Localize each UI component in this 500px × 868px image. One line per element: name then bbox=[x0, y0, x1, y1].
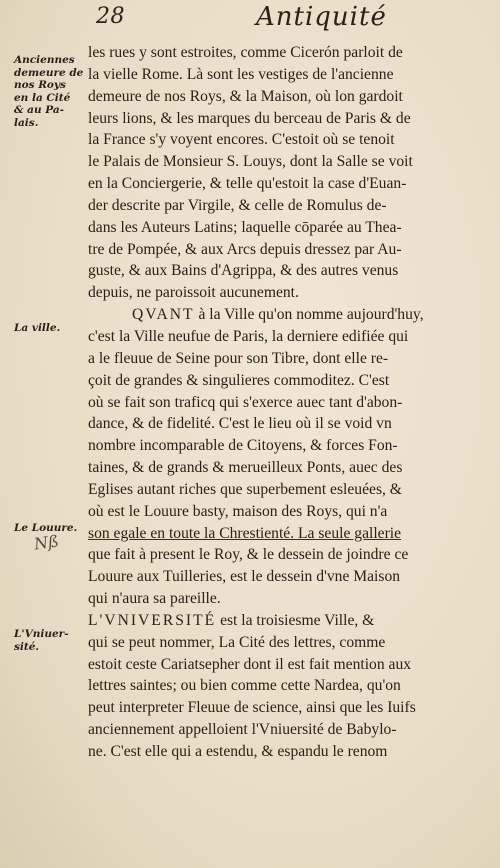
text-line: que fait à present le Roy, & le dessein de joindre ce bbox=[88, 546, 409, 564]
text-line: anciennement appelloient l'Vniuersité de Babylo- bbox=[88, 721, 397, 739]
text-line: depuis, ne paroissoit aucunement. bbox=[88, 284, 299, 302]
text-line: estoit ceste Cariatsepher dont il est fait mention aux bbox=[88, 655, 412, 673]
margin-note-le-louure: Le Louure. bbox=[14, 522, 78, 534]
margin-note-anciennes-demeure: Anciennes demeure de nos Roys en la Cité & au Pa- lais. bbox=[14, 54, 84, 129]
text-line: çoit de grandes & singulieres commoditez. C'est bbox=[88, 371, 390, 389]
text-line: nombre incomparable de Citoyens, & forces Fon- bbox=[88, 437, 398, 455]
text-line: qui n'aura sa pareille. bbox=[88, 590, 221, 608]
text-line: a le fleuue de Seine pour son Tibre, dont elle re- bbox=[88, 349, 389, 367]
text-line: taines, & de grands & merueilleux Ponts, auec des bbox=[88, 459, 403, 477]
text-line: dance, & de fidelité. C'est le lieu où il se void vn bbox=[88, 415, 392, 433]
text-line: lettres saintes; ou bien comme cette Nardea, qu'on bbox=[88, 677, 401, 695]
text-line: à la Ville qu'on nomme aujourd'huy, bbox=[198, 306, 424, 324]
margin-note-la-ville: La ville. bbox=[14, 322, 61, 334]
text-line: tre de Pompée, & aux Arcs depuis dressez par Au- bbox=[88, 240, 402, 258]
text-line: Eglises autant riches que superbement esleuées, & bbox=[88, 480, 402, 498]
text-line: guste, & aux Bains d'Agrippa, & des autres venus bbox=[88, 262, 399, 280]
text-line: der descrite par Virgile, & celle de Romulus de- bbox=[88, 196, 387, 214]
page-header bbox=[0, 4, 500, 38]
body-text bbox=[88, 42, 488, 763]
text-line: la vielle Rome. Là sont les vestiges de l'ancienne bbox=[88, 65, 394, 83]
text-line-underlined: son egale en toute la Chrestienté. La seule gallerie bbox=[88, 524, 402, 542]
text-line: où est le Louure basty, maison des Roys, qui n'a bbox=[88, 502, 388, 520]
running-title: Antiquité bbox=[256, 2, 387, 32]
text-line: est la troisiesme Ville, & bbox=[220, 611, 375, 629]
paragraph-lead-word: L'VNIVERSITÉ bbox=[88, 611, 217, 629]
text-line: en la Conciergerie, & telle qu'estoit la case d'Euan- bbox=[88, 175, 407, 193]
text-line: la France s'y voyent encores. C'estoit où se tenoit bbox=[88, 131, 395, 149]
text-line: le Palais de Monsieur S. Louys, dont la Salle se voit bbox=[88, 153, 413, 171]
text-line: c'est la Ville neufue de Paris, la derniere edifiée qui bbox=[88, 327, 409, 345]
text-line: demeure de nos Roys, & la Maison, où lon gardoit bbox=[88, 87, 403, 105]
page-number: 28 bbox=[96, 4, 125, 29]
paragraph-first-line bbox=[88, 304, 488, 326]
text-line: leurs lions, & les marques du berceau de Paris & de bbox=[88, 109, 411, 127]
text-line: les rues y sont estroites, comme Cicerón parloit de bbox=[88, 44, 403, 61]
paragraph-lead-word: QVANT bbox=[132, 306, 195, 324]
text-line: où se fait son traficq qui s'exerce auec tant d'abon- bbox=[88, 393, 403, 411]
text-line: Louure aux Tuilleries, est le dessein d'vne Maison bbox=[88, 568, 401, 586]
margin-note-universite: L'Vniuer- sité. bbox=[14, 628, 69, 653]
text-line: dans les Auteurs Latins; laquelle cōparée au Thea- bbox=[88, 218, 402, 236]
text-line: peut interpreter Fleuue de science, ainsi que les Iuifs bbox=[88, 699, 416, 717]
paragraph-first-line bbox=[88, 610, 488, 632]
handwritten-mark: Nß bbox=[32, 531, 60, 554]
text-line: qui se peut nommer, La Cité des lettres, comme bbox=[88, 633, 386, 651]
text-line: ne. C'est elle qui a estendu, & espandu le renom bbox=[88, 743, 388, 760]
